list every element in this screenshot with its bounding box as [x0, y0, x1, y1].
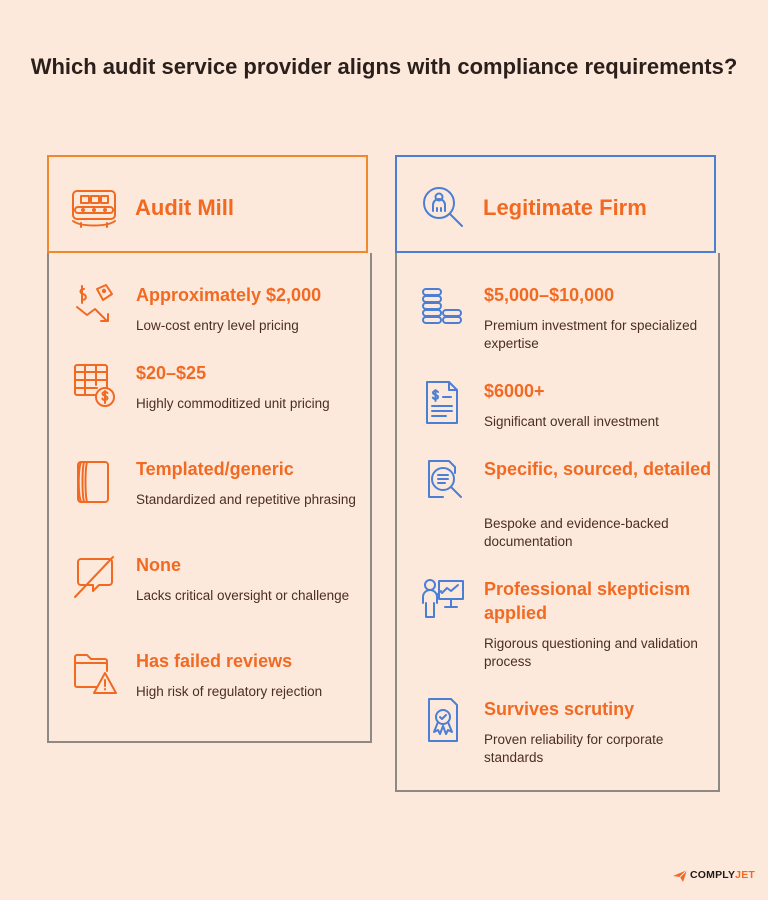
stacked-pages-icon	[73, 457, 117, 505]
item-description: Proven reliability for corporate standards	[484, 732, 664, 765]
invoice-dollar-icon	[421, 379, 465, 427]
brand-name-part2: JET	[735, 869, 756, 881]
spreadsheet-dollar-icon	[73, 361, 117, 409]
item-title: $5,000–$10,000	[484, 285, 615, 305]
item-title: $20–$25	[136, 363, 207, 383]
search-person-icon	[417, 183, 467, 231]
item-description: Significant overall investment	[484, 414, 659, 429]
item-description: Standardized and repetitive phrasing	[136, 492, 356, 507]
certificate-badge-icon	[421, 697, 465, 745]
item-description: Lacks critical oversight or challenge	[136, 588, 350, 603]
no-comment-icon	[73, 553, 117, 601]
folder-warning-icon	[73, 649, 117, 697]
item-title: Approximately $2,000	[136, 285, 322, 305]
legitimate-firm-body	[395, 253, 720, 792]
legitimate-firm-label: Legitimate Firm	[483, 195, 647, 220]
item-description: Highly commoditized unit pricing	[136, 396, 330, 411]
item-title: Survives scrutiny	[484, 699, 635, 719]
legitimate-firm-header	[395, 155, 716, 253]
audit-mill-label: Audit Mill	[135, 195, 234, 220]
item-description: Low-cost entry level pricing	[136, 318, 299, 333]
conveyor-machine-icon	[69, 183, 119, 231]
item-title: Professional skepticism applied	[484, 579, 691, 623]
item-title: $6000+	[484, 381, 545, 401]
coin-stacks-icon	[421, 283, 465, 331]
item-description: High risk of regulatory rejection	[136, 684, 323, 699]
paper-plane-icon	[672, 868, 688, 884]
item-title: Specific, sourced, detailed	[484, 459, 712, 479]
brand-name	[690, 869, 755, 881]
page-title: Which audit service provider aligns with compliance requirements?	[30, 54, 738, 79]
audit-mill-card	[47, 155, 372, 743]
price-drop-icon	[73, 283, 117, 331]
brand-name-part1: COMPLY	[690, 869, 736, 881]
item-description: Bespoke and evidence-backed documentation	[484, 516, 669, 549]
audit-mill-header	[47, 155, 368, 253]
item-title: None	[136, 555, 181, 575]
item-title: Templated/generic	[136, 459, 294, 479]
item-title: Has failed reviews	[136, 651, 293, 671]
item-description: Premium investment for specialized expertise	[484, 318, 698, 351]
item-description: Rigorous questioning and validation process	[484, 636, 698, 669]
document-search-icon	[421, 457, 465, 505]
presenter-chart-icon	[421, 577, 465, 625]
audit-mill-body	[47, 253, 372, 743]
legitimate-firm-card	[395, 155, 720, 792]
